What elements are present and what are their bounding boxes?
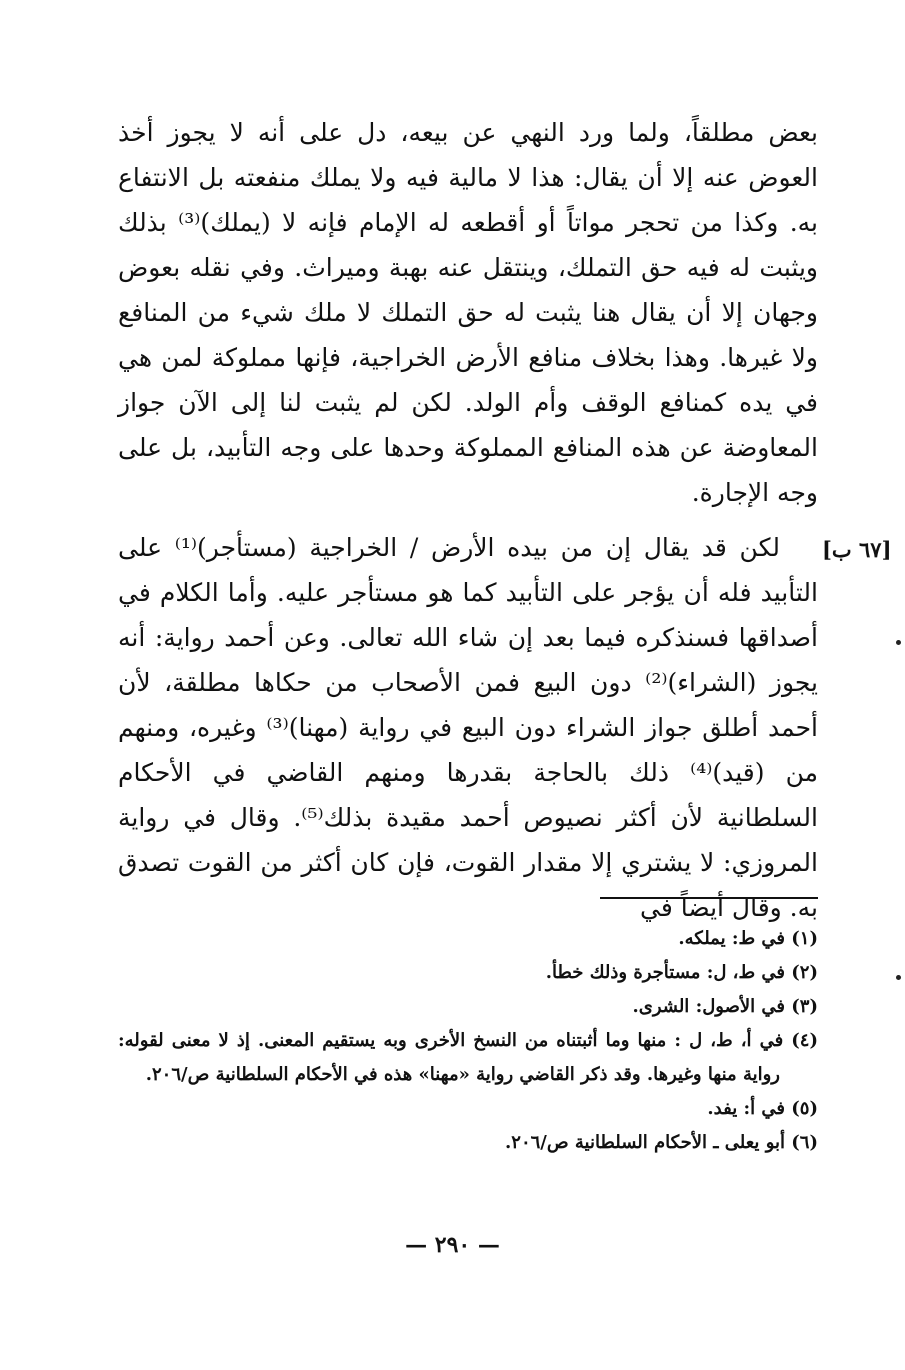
paragraph-2: لكن قد يقال إن من بيده الأرض / الخراجية (مستأجر)⁽¹⁾ على التأبيد فله أن يؤجر على التأبيد كما هو مستأجر عليه. وأما الكلام في أصداقها فسنذكره فيما بعد إن شاء الله تعالى. وعن أحمد رواية: أنه يجوز (الشراء)⁽²⁾ دون البيع فمن الأصحاب من حكاها مطلقة، لأن أحمد أطلق جواز الشراء دون البيع في رواية (مهنا)⁽³⁾ وغيره، ومنهم من (قيد)⁽⁴⁾ ذلك بالحاجة بقدرها ومنهم القاضي في الأحكام السلطانية لأن أكثر نصيوص أحمد مقيدة بذلك⁽⁵⁾. وقال في رواية المروزي: لا يشتري إلا مقدار القوت، فإن كان أكثر من القوت تصدق به. وقال أيضاً في [118,533,818,922]
footnote-separator [600,897,818,899]
manuscript-folio-marker: [٦٧ ب] [822,537,892,562]
footnote-5: (٥) في أ: يفد. [707,1098,818,1119]
scan-edge-mark [896,975,901,980]
footnote-1: (١) في ط: يملكه. [678,928,818,949]
footnote-3: (٣) في الأصول: الشرى. [632,996,818,1017]
main-text [118,110,818,930]
footnote-2: (٢) في ط، ل: مستأجرة وذلك خطأ. [545,962,818,983]
page-number: — ٢٩٠ — [405,1232,500,1258]
footnotes [118,922,818,1160]
paragraph-1: بعض مطلقاً، ولما ورد النهي عن بيعه، دل على أنه لا يجوز أخذ العوض عنه إلا أن يقال: هذا لا مالية فيه ولا يملك منفعته بل الانتفاع به. وكذا من تحجر مواتاً أو أقطعه له الإمام فإنه لا (يملك)⁽³⁾ بذلك ويثبت له فيه حق التملك، وينتقل عنه بهبة وميراث. وفي نقله بعوض وجهان إلا أن يقال هنا يثبت له حق التملك لا ملك شيء من المنافع ولا غيرها. وهذا بخلاف منافع الأرض الخراجية، فإنها مملوكة لمن هي في يده كمنافع الوقف وأم الولد. لكن لم يثبت لنا إلى الآن جواز المعاوضة عن هذه المنافع المملوكة وحدها على وجه التأبيد، بل على وجه الإجارة. [118,118,818,507]
footnote-4: (٤) في أ، ط، ل : منها وما أثبتناه من النسخ الأخرى وبه يستقيم المعنى. إذ لا معنى لقوله: رواية منها وغيرها. وقد ذكر القاضي رواية «مهنا» هذه في الأحكام السلطانية ص/٢٠٦. [118,1030,818,1085]
footnote-6: (٦) أبو يعلى ـ الأحكام السلطانية ص/٢٠٦. [505,1132,818,1153]
scan-edge-mark [896,640,901,645]
